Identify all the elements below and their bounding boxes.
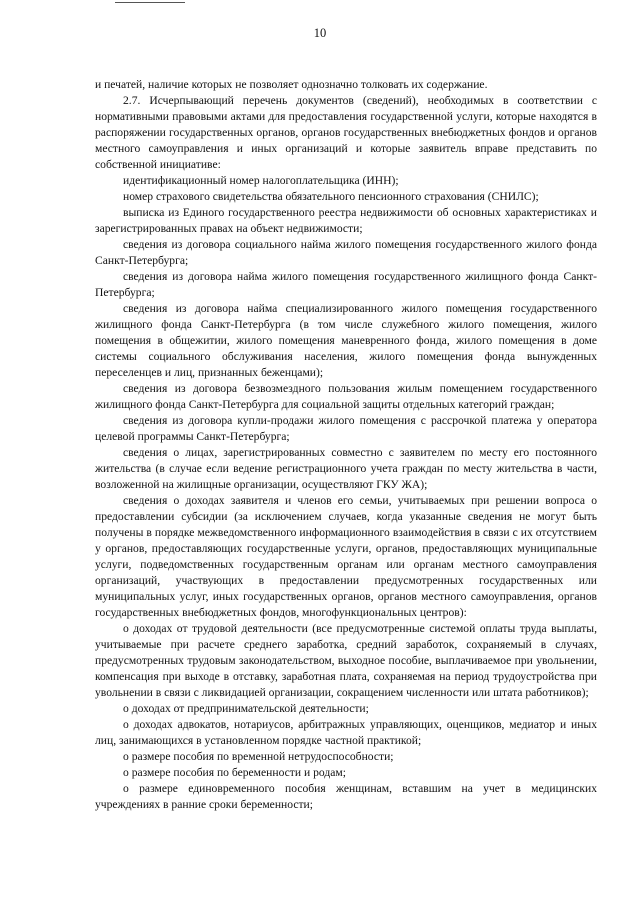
paragraph-section-2-7: 2.7. Исчерпывающий перечень документов (сведений), необходимых в соответствии с нормативными правовыми актами для предоставления государственной услуги, которые находятся в распоряжении государственных органов, органов государственных внебюджетных фондов и органов местного самоуправления и иных организаций и которые заявитель вправе представить по собственной инициативе: bbox=[95, 94, 597, 171]
sub-item-early-registration-benefit: о размере единовременного пособия женщинам, вставшим на учет в медицинских учреждениях в ранние сроки беременности; bbox=[95, 782, 597, 811]
document-body bbox=[95, 77, 597, 813]
list-item-social-lease: сведения из договора социального найма жилого помещения государственного жилого фонда Санкт-Петербурга; bbox=[95, 238, 597, 267]
list-item-registered-persons: сведения о лицах, зарегистрированных совместно с заявителем по месту его постоянного жительства (в случае если ведение регистрационного учета граждан по месту жительства в части, возложенной на жилищные организации, осуществляют ГКУ ЖА); bbox=[95, 446, 597, 491]
list-item-snils: номер страхового свидетельства обязательного пенсионного страхования (СНИЛС); bbox=[123, 190, 539, 203]
top-edge-mark bbox=[115, 2, 185, 3]
sub-item-maternity-benefit: о размере пособия по беременности и родам; bbox=[123, 766, 346, 779]
list-item-specialized-lease: сведения из договора найма специализированного жилого помещения государственного жилищного фонда Санкт-Петербурга (в том числе служебного жилого помещения, жилого помещения в общежитии, жилого помещения маневренного фонда, жилого помещения в доме системы социального обслуживания населения, жилого помещения фонда вынужденных переселенцев и лиц, признанных беженцами); bbox=[95, 302, 597, 379]
sub-item-private-practice-income: о доходах адвокатов, нотариусов, арбитражных управляющих, оценщиков, медиатор и иных лиц, занимающихся в установленном порядке частной практикой; bbox=[95, 718, 597, 747]
list-item-income-info: сведения о доходах заявителя и членов его семьи, учитываемых при решении вопроса о предоставлении субсидии (за исключением случаев, когда указанные сведения не могут быть получены в порядке межведомственного информационного взаимодействия в связи с их отсутствием у органов, предоставляющих государственные услуги, органов, предоставляющих муниципальные услуги, подведомственных государственным органам или органам местного самоуправления организаций, участвующих в предоставлении предусмотренных государственных или муниципальных услуг, иных государственных органов, органов местного самоуправления, органов государственных внебюджетных фондов, многофункциональных центров): bbox=[95, 494, 597, 619]
sub-item-sick-leave-benefit: о размере пособия по временной нетрудоспособности; bbox=[123, 750, 394, 763]
paragraph-continuation: и печатей, наличие которых не позволяет однозначно толковать их содержание. bbox=[95, 78, 488, 91]
sub-item-business-income: о доходах от предпринимательской деятельности; bbox=[123, 702, 369, 715]
list-item-inn: идентификационный номер налогоплательщика (ИНН); bbox=[123, 174, 399, 187]
list-item-installment-purchase: сведения из договора купли-продажи жилого помещения с рассрочкой платежа у оператора целевой программы Санкт-Петербурга; bbox=[95, 414, 597, 443]
list-item-free-use: сведения из договора безвозмездного пользования жилым помещением государственного жилищного фонда Санкт-Петербурга для социальной защиты отдельных категорий граждан; bbox=[95, 382, 597, 411]
sub-item-labor-income: о доходах от трудовой деятельности (все предусмотренные системой оплаты труда выплаты, учитываемые при расчете среднего заработка, средний заработок, сохраняемый в случаях, предусмотренных трудовым законодательством, выходное пособие, выплачиваемое при увольнении, компенсация при выходе в отставку, заработная плата, сохраняемая на период трудоустройства при увольнении в связи с ликвидацией организации, сокращением численности или штата работников); bbox=[95, 622, 597, 699]
list-item-egrn-extract: выписка из Единого государственного реестра недвижимости об основных характеристиках и зарегистрированных правах на объект недвижимости; bbox=[95, 206, 597, 235]
page-number: 10 bbox=[313, 26, 327, 40]
list-item-lease: сведения из договора найма жилого помещения государственного жилищного фонда Санкт-Петербурга; bbox=[95, 270, 597, 299]
